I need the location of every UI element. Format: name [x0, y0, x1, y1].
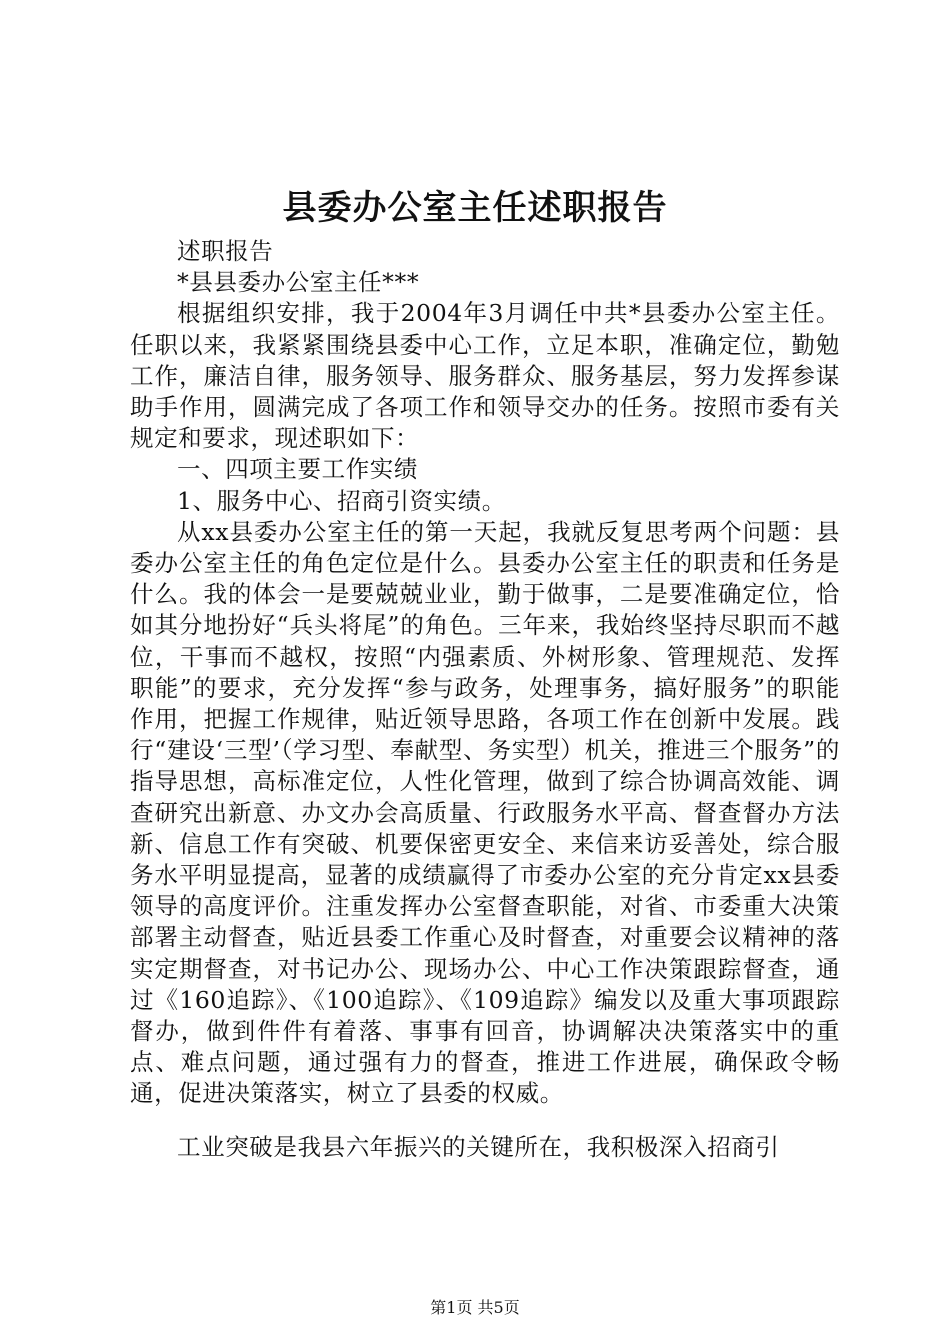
paragraph-main-body: 从xx县委办公室主任的第一天起，我就反复思考两个问题：县委办公室主任的角色定位是什么。县委办公室主任的职责和任务是什么。我的体会一是要兢兢业业，勤于做事，二是要准确定位，恰如其分地扮好“兵头将尾”的角色。三年来，我始终坚持尽职而不越位，干事而不越权，按照“内强素质、外树形象、管理规范、发挥职能”的要求，充分发挥“参与政务，处理事务，搞好服务”的职能作用，把握工作规律，贴近领导思路，各项工作在创新中发展。践行“建设‘三型’（学习型、奉献型、务实型）机关，推进三个服务”的指导思想，高标准定位，人性化管理，做到了综合协调高效能、调查研究出新意、办文办会高质量、行政服务水平高、督查督办方法新、信息工作有突破、机要保密更安全、来信来访妥善处，综合服务水平明显提高，显著的成绩赢得了市委办公室的充分肯定xx县委领导的高度评价。注重发挥办公室督查职能，对省、市委重大决策部署主动督查，贴近县委工作重心及时督查，对重要会议精神的落实定期督查，对书记办公、现场办公、中心工作决策跟踪督查，通过《160追踪》、《100追踪》、《109追踪》编发以及重大事项跟踪督办，做到件件有着落、事事有回音，协调解决决策落实中的重点、难点问题，通过强有力的督查，推进工作进展，确保政令畅通，促进决策落实，树立了县委的权威。 — [130, 517, 840, 1108]
paragraph-author-line: *县县委办公室主任*** — [177, 268, 420, 297]
document-title: 县委办公室主任述职报告 — [282, 188, 668, 228]
paragraph-heading-report: 述职报告 — [177, 237, 274, 265]
paragraph-intro: 根据组织安排，我于2004年3月调任中共*县委办公室主任。任职以来，我紧紧围绕县委中心工作，立足本职，准确定位，勤勉工作，廉洁自律，服务领导、服务群众、服务基层，努力发挥参谋助手作用，圆满完成了各项工作和领导交办的任务。按照市委有关规定和要求，现述职如下： — [130, 299, 840, 453]
paragraph-subsection-heading: 1、服务中心、招商引资实绩。 — [177, 486, 506, 515]
paragraph-section-heading: 一、四项主要工作实绩 — [177, 455, 418, 484]
paragraph-industry: 工业突破是我县六年振兴的关键所在，我积极深入招商引 — [177, 1132, 780, 1161]
document-body — [130, 236, 840, 1163]
page-number-footer: 第1页 共5页 — [430, 1298, 520, 1317]
